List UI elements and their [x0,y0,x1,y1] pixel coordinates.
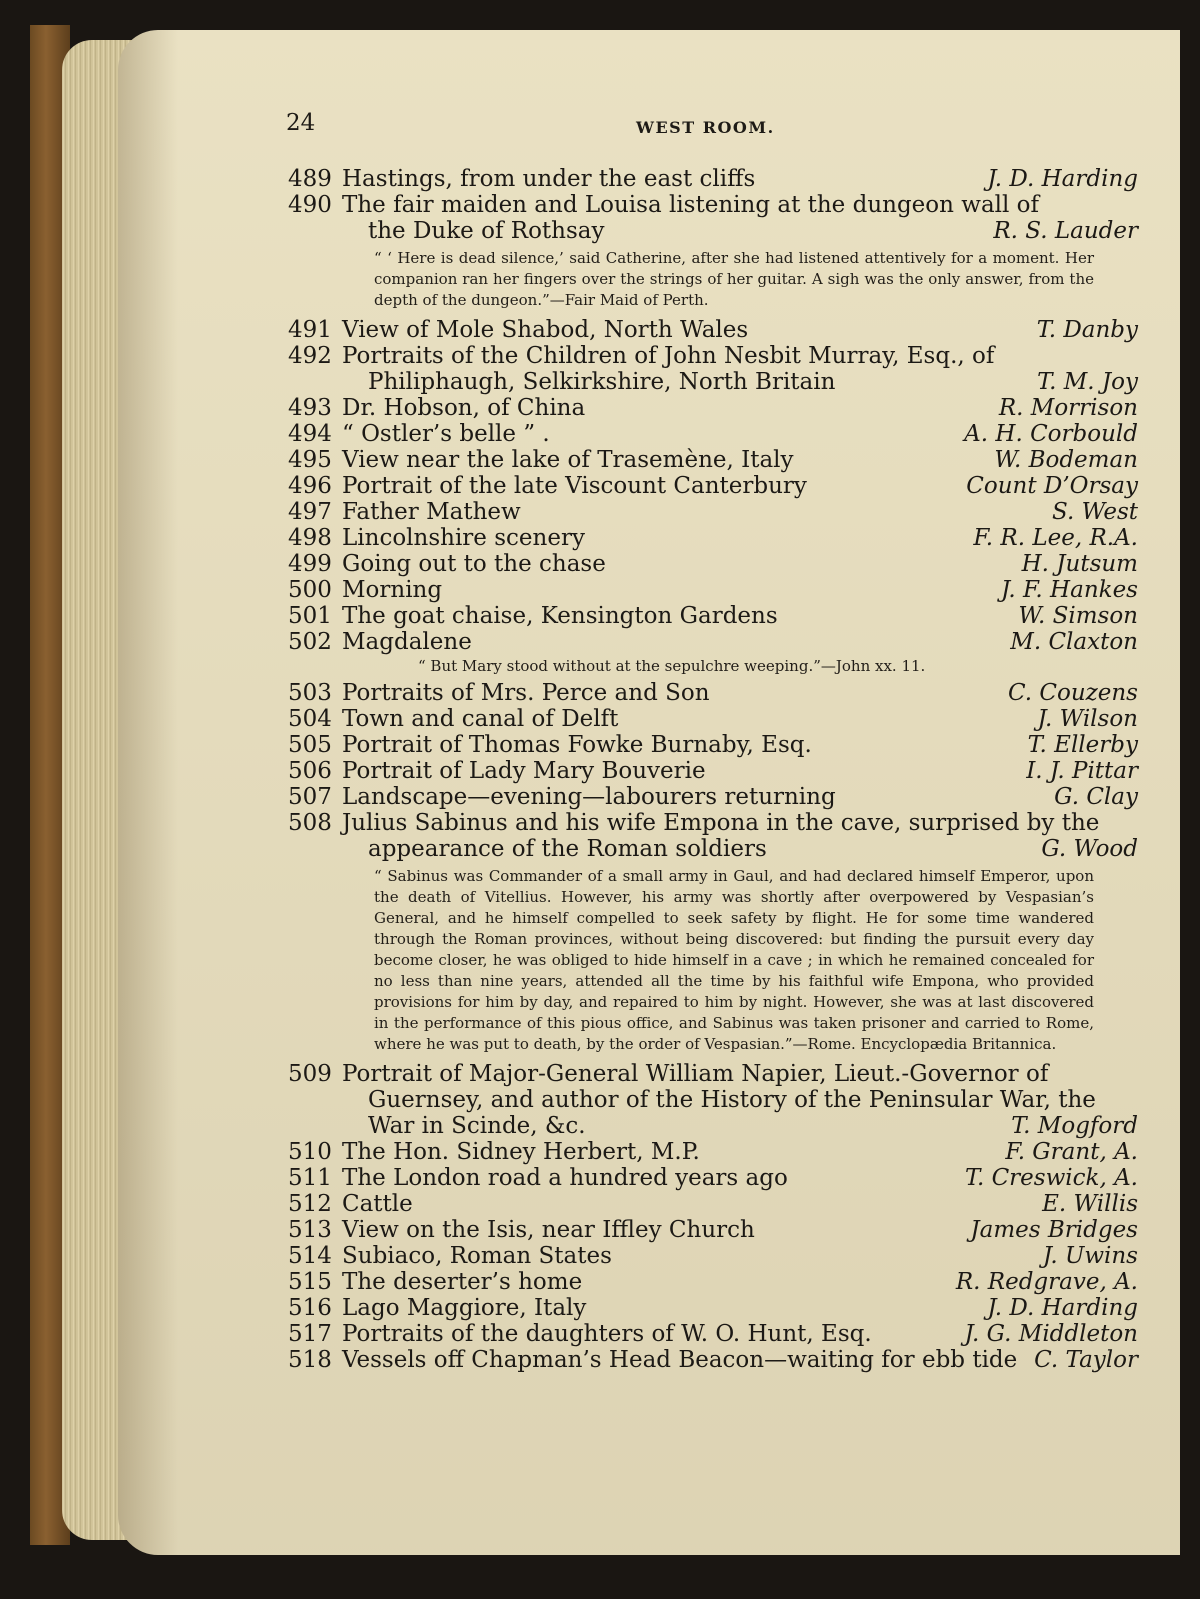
entry-title: Lago Maggiore, Italy [342,1295,587,1321]
entry-line [288,706,1138,732]
entry-number: 499 [288,551,332,577]
entry-line [288,1139,1138,1165]
entry-line [288,1217,1138,1243]
entry-artist: J. F. Hankes [1001,577,1138,603]
entry-title: View near the lake of Trasemène, Italy [342,447,794,473]
entry-artist: F. Grant, A. [1005,1139,1138,1165]
entry-line [288,784,1138,810]
entry-artist: T. Mogford [1011,1113,1138,1139]
catalogue-entry [288,784,1138,810]
catalogue-entry [288,577,1138,603]
entry-number: 505 [288,732,332,758]
entry-title: Morning [342,577,443,603]
entry-number: 500 [288,577,332,603]
entry-artist: T. Creswick, A. [965,1165,1138,1191]
catalogue-entry [288,395,1138,421]
entry-number: 517 [288,1321,332,1347]
entry-number: 508 [288,810,332,836]
entry-line [288,1269,1138,1295]
catalogue-entry [288,1139,1138,1165]
entry-number: 491 [288,317,332,343]
entry-number: 502 [288,629,332,655]
entry-title: “ Ostler’s belle ” . [342,421,550,447]
entry-title: Town and canal of Delft [342,706,619,732]
catalogue-entry [288,1217,1138,1243]
entry-number: 509 [288,1061,332,1087]
entry-line [288,343,1138,369]
entry-number: 492 [288,343,332,369]
entry-title: War in Scinde, &c. [368,1113,586,1139]
entry-title: The deserter’s home [342,1269,583,1295]
entry-artist: C. Taylor [1034,1347,1138,1373]
entry-title: appearance of the Roman soldiers [368,836,767,862]
entry-number: 489 [288,166,332,192]
entry-artist: T. Ellerby [1027,732,1138,758]
entry-line [288,166,1138,192]
entry-artist: J. D. Harding [987,166,1138,192]
entry-line [288,499,1138,525]
catalogue-entry [288,317,1138,343]
entry-artist: J. G. Middleton [964,1321,1138,1347]
entry-artist: R. S. Lauder [993,218,1138,244]
entry-title: Vessels off Chapman’s Head Beacon—waiting for ebb tide [342,1347,1018,1373]
entry-artist: R. Redgrave, A. [955,1269,1138,1295]
entry-line [288,395,1138,421]
page-header [286,110,1146,146]
entry-number: 516 [288,1295,332,1321]
catalogue-entry [288,1243,1138,1269]
entry-title: Going out to the chase [342,551,606,577]
catalogue-entry [288,447,1138,473]
entry-number: 495 [288,447,332,473]
entry-line [288,1347,1138,1373]
entry-title: The London road a hundred years ago [342,1165,788,1191]
entry-artist: James Bridges [970,1217,1138,1243]
entry-number: 510 [288,1139,332,1165]
entry-number: 513 [288,1217,332,1243]
entry-line [288,473,1138,499]
entry-number: 518 [288,1347,332,1373]
page-number: 24 [286,110,316,136]
entry-line [288,1243,1138,1269]
entry-number: 503 [288,680,332,706]
entry-title: Dr. Hobson, of China [342,395,586,421]
entry-title: Portraits of the Children of John Nesbit Murray, Esq., of [342,343,995,369]
entry-number: 494 [288,421,332,447]
catalogue-entry [288,551,1138,577]
entry-line [288,758,1138,784]
entry-continuation-line [288,369,1138,395]
entry-title: Magdalene [342,629,472,655]
entry-line [288,551,1138,577]
entry-artist: Count D’Orsay [966,473,1138,499]
entry-artist: S. West [1052,499,1138,525]
entry-title: Julius Sabinus and his wife Empona in the cave, surprised by the [342,810,1100,836]
entry-artist: F. R. Lee, R.A. [973,525,1138,551]
entry-title: The fair maiden and Louisa listening at the dungeon wall of [342,192,1040,218]
entry-title: Subiaco, Roman States [342,1243,612,1269]
entry-number: 506 [288,758,332,784]
entry-artist: T. Danby [1036,317,1138,343]
entry-title: Portrait of Lady Mary Bouverie [342,758,706,784]
entry-title: Landscape—evening—labourers returning [342,784,836,810]
entry-number: 507 [288,784,332,810]
entry-number: 515 [288,1269,332,1295]
entry-number: 504 [288,706,332,732]
entry-number: 514 [288,1243,332,1269]
catalogue-entry [288,603,1138,629]
catalogue-entry [288,421,1138,447]
entry-artist: W. Simson [1018,603,1138,629]
entry-artist: G. Wood [1041,836,1138,862]
running-title: WEST ROOM. [636,118,775,137]
entry-line [288,317,1138,343]
entry-continuation-line [288,218,1138,244]
entry-title: Portraits of the daughters of W. O. Hunt, Esq. [342,1321,872,1347]
catalogue-entry [288,499,1138,525]
catalogue-entry [288,732,1138,758]
catalogue-entry [288,1269,1138,1295]
entry-line [288,1295,1138,1321]
entry-line [288,1061,1138,1087]
catalogue-entry [288,343,1138,395]
entry-title: View of Mole Shabod, North Wales [342,317,749,343]
entry-title: Portrait of Major-General William Napier, Lieut.-Governor of [342,1061,1049,1087]
entry-number: 490 [288,192,332,218]
entry-number: 501 [288,603,332,629]
entry-artist: W. Bodeman [994,447,1138,473]
entry-artist: J. D. Harding [987,1295,1138,1321]
entry-title: Philiphaugh, Selkirkshire, North Britain [368,369,836,395]
catalogue-entry [288,629,1138,676]
entry-title: Father Mathew [342,499,521,525]
entry-quotation: “ But Mary stood without at the sepulchre weeping.”—John xx. 11. [418,657,926,675]
entry-artist: C. Couzens [1007,680,1138,706]
catalogue-entry [288,810,1138,1055]
entry-title: The goat chaise, Kensington Gardens [342,603,778,629]
catalogue-entry [288,1295,1138,1321]
catalogue-entry [288,680,1138,706]
entry-artist: J. Wilson [1037,706,1138,732]
entry-number: 498 [288,525,332,551]
entry-line [288,1321,1138,1347]
catalogue-entry [288,1347,1138,1373]
entry-line [288,732,1138,758]
entry-continuation-line [288,1113,1138,1139]
catalogue-entry [288,1321,1138,1347]
catalogue-entry [288,192,1138,311]
entry-line [288,810,1138,836]
entry-artist: H. Jutsum [1021,551,1138,577]
entry-artist: E. Willis [1042,1191,1138,1217]
entry-quotation: “ ‘ Here is dead silence,’ said Catherine, after she had listened attentively for a moment. Her companion ran her fingers over the strings of her guitar. A sigh was the only answer, from the depth of the dungeon.”—Fair Maid of Perth. [374,249,1094,309]
entry-number: 512 [288,1191,332,1217]
entry-artist: R. Morrison [998,395,1138,421]
entry-title: Hastings, from under the east cliffs [342,166,756,192]
entry-title: Portrait of Thomas Fowke Burnaby, Esq. [342,732,812,758]
entry-title: The Hon. Sidney Herbert, M.P. [342,1139,700,1165]
entry-line [288,447,1138,473]
entry-line [288,1165,1138,1191]
entry-title: Cattle [342,1191,413,1217]
entry-number: 496 [288,473,332,499]
entry-number: 497 [288,499,332,525]
entry-artist: G. Clay [1054,784,1138,810]
entry-line [288,192,1138,218]
entry-number: 511 [288,1165,332,1191]
entry-artist: J. Uwins [1042,1243,1138,1269]
entry-number: 493 [288,395,332,421]
entry-line [288,603,1138,629]
entry-title: the Duke of Rothsay [368,218,605,244]
entry-title: Portrait of the late Viscount Canterbury [342,473,807,499]
catalogue-entry [288,1061,1138,1139]
catalogue-entry [288,1191,1138,1217]
entry-line [288,680,1138,706]
entry-artist: T. M. Joy [1037,369,1138,395]
entry-title: Guernsey, and author of the History of the Peninsular War, the [368,1087,1096,1113]
entry-quotation: “ Sabinus was Commander of a small army in Gaul, and had declared himself Emperor, upon the death of Vitellius. However, his army was shortly after overpowered by Vespasian’s General, and he himself compelled to seek safety by flight. He for some time wandered through the Roman provinces, without being discovered: but finding the pursuit every day become closer, he was obliged to hide himself in a cave ; in which he remained concealed for no less than nine years, attended all the time by his faithful wife Empona, who provided provisions for him by day, and repaired to him by night. However, she was at last discovered in the performance of this pious office, and Sabinus was taken prisoner and carried to Rome, where he was put to death, by the order of Vespasian.”—Rome. Encyclopædia Britannica. [374,867,1094,1053]
catalogue-entry [288,758,1138,784]
entry-line [288,525,1138,551]
catalogue-entry [288,1165,1138,1191]
entry-line [288,421,1138,447]
entry-line [288,1191,1138,1217]
entry-continuation-line [288,836,1138,862]
catalogue-list [288,166,1138,1373]
catalogue-entry [288,473,1138,499]
entry-title: View on the Isis, near Iffley Church [342,1217,755,1243]
entry-continuation-line [288,1087,1138,1113]
entry-artist: M. Claxton [1010,629,1138,655]
catalogue-entry [288,525,1138,551]
entry-line [288,629,1138,655]
entry-title: Portraits of Mrs. Perce and Son [342,680,710,706]
entry-line [288,577,1138,603]
entry-title: Lincolnshire scenery [342,525,585,551]
catalogue-entry [288,706,1138,732]
entry-artist: A. H. Corbould [964,421,1138,447]
catalogue-entry [288,166,1138,192]
entry-artist: I. J. Pittar [1026,758,1138,784]
